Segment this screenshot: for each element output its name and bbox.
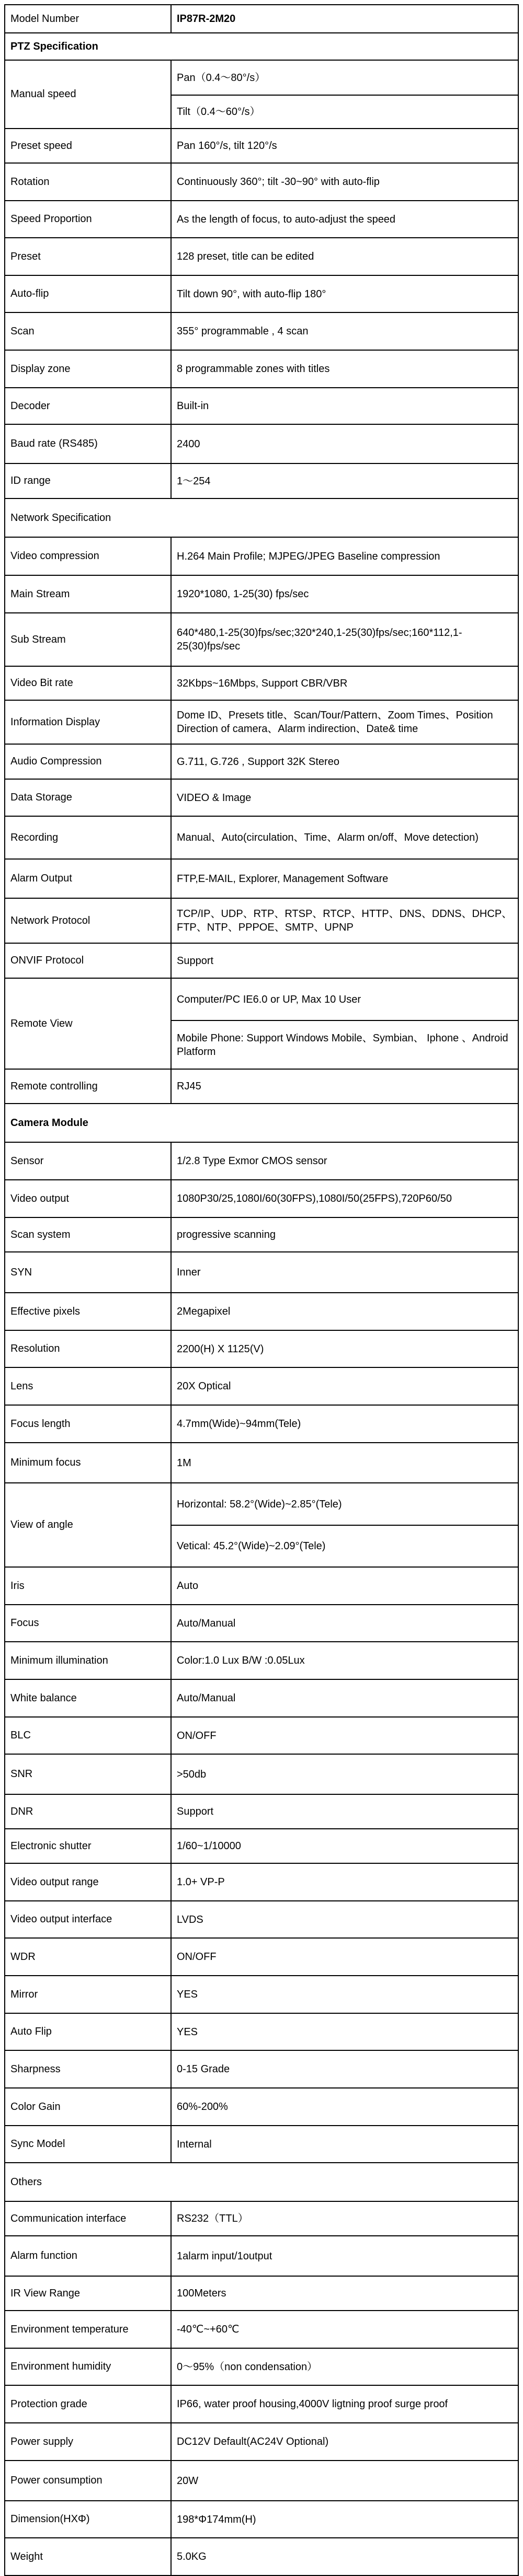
spec-value: DC12V Default(AC24V Optional) (177, 2436, 329, 2447)
spec-label: Display zone (5, 351, 172, 387)
section-title: Others (10, 2176, 42, 2188)
spec-values (172, 2014, 518, 2050)
spec-value: 128 preset, title can be edited (177, 251, 314, 262)
spec-row-dimension-hx (4, 2501, 519, 2538)
section-title: PTZ Specification (10, 40, 98, 52)
spec-label: DNR (5, 1795, 172, 1828)
spec-value: 32Kbps~16Mbps, Support CBR/VBR (177, 677, 348, 689)
spec-value: 100Meters (177, 2288, 226, 2299)
spec-values (172, 351, 518, 387)
spec-label: WDR (5, 1939, 172, 1975)
spec-value: 1/60~1/10000 (177, 1840, 241, 1852)
spec-values (172, 745, 518, 779)
spec-values (172, 1939, 518, 1975)
spec-values (172, 129, 518, 163)
spec-values (172, 201, 518, 237)
spec-row-view-of-angle (4, 1483, 519, 1568)
section-title: Network Specification (10, 512, 111, 524)
spec-value: 1/2.8 Type Exmor CMOS sensor (177, 1155, 327, 1167)
spec-value: 0-15 Grade (177, 2063, 230, 2075)
spec-row-preset-speed (4, 129, 519, 164)
spec-value: progressive scanning (177, 1229, 276, 1240)
spec-values (172, 1070, 518, 1103)
spec-values (172, 313, 518, 350)
spec-values (172, 164, 518, 200)
spec-label: Decoder (5, 388, 172, 424)
spec-value: Continuously 360°; tilt -30~90° with auto-flip (177, 176, 380, 188)
spec-values (172, 817, 518, 858)
spec-value: Computer/PC IE6.0 or UP, Max 10 User (177, 993, 361, 1005)
spec-label: Minimum focus (5, 1443, 172, 1482)
spec-row-dnr (4, 1795, 519, 1829)
spec-values (172, 1718, 518, 1754)
spec-value: 1～254 (177, 475, 211, 487)
spec-row-protection-grade (4, 2386, 519, 2423)
spec-label: Video Bit rate (5, 667, 172, 700)
spec-row-speed-proportion (4, 201, 519, 238)
spec-label: Sub Stream (5, 613, 172, 666)
spec-label: SYN (5, 1252, 172, 1292)
section-header-others (4, 2163, 519, 2202)
spec-value: Pan 160°/s, tilt 120°/s (177, 140, 277, 152)
spec-label: Environment temperature (5, 2311, 172, 2348)
spec-label: SNR (5, 1755, 172, 1794)
spec-label: Minimum illumination (5, 1642, 172, 1679)
spec-value: ON/OFF (177, 1951, 217, 1963)
spec-label: Alarm Output (5, 860, 172, 898)
spec-values (172, 1642, 518, 1679)
spec-values (172, 1331, 518, 1367)
spec-label: Video output range (5, 1864, 172, 1900)
spec-value: Inner (177, 1267, 201, 1278)
spec-row-remote-view (4, 979, 519, 1070)
spec-value: Support (177, 955, 214, 967)
spec-label: Focus length (5, 1406, 172, 1442)
spec-value: Auto (177, 1580, 199, 1592)
spec-value: Internal (177, 2138, 212, 2150)
spec-label: Mirror (5, 1976, 172, 2013)
spec-values (172, 2501, 518, 2537)
section-header-camera-module (4, 1104, 519, 1143)
spec-row-sub-stream (4, 613, 519, 667)
spec-row-iris (4, 1568, 519, 1605)
spec-values (172, 1755, 518, 1794)
spec-value: Pan（0.4～80°/s） (177, 72, 266, 84)
spec-row-alarm-output (4, 860, 519, 899)
spec-values (172, 1795, 518, 1828)
spec-values (172, 899, 518, 943)
spec-table (4, 4, 519, 2576)
spec-values (172, 388, 518, 424)
spec-label: Dimension(HXΦ) (5, 2501, 172, 2537)
spec-value: Horizontal: 58.2°(Wide)~2.85°(Tele) (177, 1498, 342, 1510)
spec-label: Network Protocol (5, 899, 172, 943)
spec-row-video-output-range (4, 1864, 519, 1901)
spec-label: Audio Compression (5, 745, 172, 779)
spec-row-main-stream (4, 576, 519, 613)
spec-value: IP87R-2M20 (177, 13, 236, 25)
section-header-network-specification (4, 499, 519, 538)
spec-values (172, 979, 518, 1069)
spec-row-auto-flip (4, 276, 519, 313)
spec-row-wdr (4, 1939, 519, 1976)
spec-label: BLC (5, 1718, 172, 1754)
spec-label: Speed Proportion (5, 201, 172, 237)
spec-label: Baud rate (RS485) (5, 425, 172, 463)
spec-value: 1M (177, 1457, 191, 1469)
spec-value: Tilt down 90°, with auto-flip 180° (177, 288, 326, 300)
spec-value: 60%-200% (177, 2101, 228, 2113)
spec-values (172, 2236, 518, 2276)
spec-value: Vetical: 45.2°(Wide)~2.09°(Tele) (172, 1525, 518, 1567)
spec-row-id-range (4, 464, 519, 499)
spec-row-environment-humidity (4, 2349, 519, 2386)
spec-values (172, 2423, 518, 2460)
spec-row-white-balance (4, 1680, 519, 1718)
spec-row-scan-system (4, 1218, 519, 1252)
spec-values (172, 576, 518, 612)
spec-values (172, 425, 518, 463)
spec-label: Power supply (5, 2423, 172, 2460)
spec-row-minimum-focus (4, 1443, 519, 1483)
spec-value: IP66, water proof housing,4000V ligtning proof surge proof (177, 2398, 448, 2410)
spec-values (172, 1680, 518, 1716)
spec-value: 4.7mm(Wide)~94mm(Tele) (177, 1418, 301, 1430)
spec-values (172, 1293, 518, 1330)
spec-value: 1.0+ VP-P (177, 1876, 225, 1888)
spec-row-model-number (4, 4, 519, 33)
spec-row-scan (4, 313, 519, 351)
spec-value: 355° programmable , 4 scan (177, 326, 309, 337)
spec-row-video-bit-rate (4, 667, 519, 701)
spec-value: 8 programmable zones with titles (177, 363, 330, 375)
spec-value: >50db (177, 1768, 207, 1780)
spec-row-information-display (4, 701, 519, 745)
spec-value: 2200(H) X 1125(V) (177, 1343, 264, 1355)
spec-value: Mobile Phone: Support Windows Mobile、Symbian、 Iphone 、Android Platform (172, 1020, 518, 1069)
spec-label: Model Number (5, 5, 172, 32)
spec-label: ONVIF Protocol (5, 944, 172, 978)
spec-values (172, 1605, 518, 1641)
spec-values (172, 944, 518, 978)
spec-value: 198*Φ174mm(H) (177, 2513, 256, 2525)
spec-values (172, 2538, 518, 2575)
spec-values (172, 1829, 518, 1863)
spec-value: 1alarm input/1output (177, 2250, 272, 2262)
spec-label: Main Stream (5, 576, 172, 612)
spec-label: Data Storage (5, 780, 172, 816)
spec-values (172, 61, 518, 128)
spec-label: Auto-flip (5, 276, 172, 312)
spec-value: RS232（TTL） (177, 2213, 248, 2224)
spec-row-video-output-interface (4, 1901, 519, 1939)
spec-row-ir-view-range (4, 2277, 519, 2311)
spec-label: IR View Range (5, 2277, 172, 2310)
spec-label: Color Gain (5, 2088, 172, 2125)
section-header-ptz-specification (4, 33, 519, 61)
spec-label: White balance (5, 1680, 172, 1716)
spec-row-video-output (4, 1180, 519, 1218)
spec-row-manual-speed (4, 61, 519, 129)
spec-row-baud-rate-rs485 (4, 425, 519, 464)
spec-values (172, 1864, 518, 1900)
spec-label: Power consumption (5, 2461, 172, 2500)
spec-values (172, 1483, 518, 1567)
spec-values (172, 613, 518, 666)
spec-label: Scan (5, 313, 172, 350)
spec-row-environment-temperature (4, 2311, 519, 2349)
spec-row-preset (4, 238, 519, 276)
spec-value: VIDEO & Image (177, 792, 252, 804)
spec-value: YES (177, 2026, 198, 2038)
spec-value: G.711, G.726 , Support 32K Stereo (177, 756, 339, 768)
spec-values (172, 2386, 518, 2422)
spec-values (172, 5, 518, 32)
spec-row-focus-length (4, 1406, 519, 1443)
spec-row-rotation (4, 164, 519, 201)
spec-row-auto-flip (4, 2014, 519, 2051)
spec-label: Sharpness (5, 2051, 172, 2087)
spec-row-effective-pixels (4, 1293, 519, 1331)
spec-values (172, 2088, 518, 2125)
spec-values (172, 860, 518, 898)
spec-label: Preset (5, 238, 172, 275)
spec-values (172, 1901, 518, 1937)
spec-values (172, 1568, 518, 1604)
spec-value: 20X Optical (177, 1380, 231, 1392)
spec-label: Sensor (5, 1143, 172, 1179)
spec-value: 2400 (177, 438, 200, 450)
spec-row-alarm-function (4, 2236, 519, 2277)
spec-label: Protection grade (5, 2386, 172, 2422)
spec-label: Lens (5, 1368, 172, 1405)
spec-label: Remote View (5, 979, 172, 1069)
spec-row-communication-interface (4, 2202, 519, 2236)
spec-values (172, 1406, 518, 1442)
section-title: Camera Module (10, 1117, 88, 1129)
spec-row-data-storage (4, 780, 519, 817)
spec-value: Color:1.0 Lux B/W :0.05Lux (177, 1655, 305, 1666)
spec-value: 1920*1080, 1-25(30) fps/sec (177, 588, 309, 600)
spec-label: Remote controlling (5, 1070, 172, 1103)
spec-row-display-zone (4, 351, 519, 388)
spec-row-minimum-illumination (4, 1642, 519, 1680)
spec-row-sync-model (4, 2126, 519, 2163)
spec-row-onvif-protocol (4, 944, 519, 979)
spec-row-focus (4, 1605, 519, 1642)
spec-values (172, 1443, 518, 1482)
spec-row-mirror (4, 1976, 519, 2014)
spec-row-sharpness (4, 2051, 519, 2088)
spec-label: Preset speed (5, 129, 172, 163)
spec-label: Video output interface (5, 1901, 172, 1937)
spec-row-audio-compression (4, 745, 519, 780)
spec-values (172, 1368, 518, 1405)
spec-value: ON/OFF (177, 1730, 217, 1742)
spec-value: 5.0KG (177, 2551, 207, 2562)
spec-values (172, 667, 518, 700)
spec-row-electronic-shutter (4, 1829, 519, 1864)
spec-row-weight (4, 2538, 519, 2576)
spec-value: 2Megapixel (177, 1306, 231, 1317)
spec-label: Video output (5, 1180, 172, 1217)
spec-label: Resolution (5, 1331, 172, 1367)
spec-label: View of angle (5, 1483, 172, 1567)
spec-values (172, 2349, 518, 2385)
spec-label: Auto Flip (5, 2014, 172, 2050)
spec-label: Focus (5, 1605, 172, 1641)
spec-label: Sync Model (5, 2126, 172, 2162)
spec-label: Weight (5, 2538, 172, 2575)
spec-row-decoder (4, 388, 519, 425)
spec-label: Electronic shutter (5, 1829, 172, 1863)
spec-row-snr (4, 1755, 519, 1795)
spec-row-syn (4, 1252, 519, 1293)
spec-label: Effective pixels (5, 1293, 172, 1330)
spec-row-recording (4, 817, 519, 860)
spec-value: LVDS (177, 1913, 203, 1925)
spec-label: Information Display (5, 701, 172, 744)
spec-label: Iris (5, 1568, 172, 1604)
spec-row-remote-controlling (4, 1070, 519, 1104)
spec-value: Support (177, 1806, 214, 1817)
spec-value: Auto/Manual (177, 1692, 236, 1704)
spec-values (172, 2126, 518, 2162)
spec-label: ID range (5, 464, 172, 498)
spec-value: Built-in (177, 400, 209, 412)
spec-label: Communication interface (5, 2202, 172, 2235)
spec-label: Alarm function (5, 2236, 172, 2276)
spec-values (172, 1143, 518, 1179)
spec-values (172, 276, 518, 312)
spec-values (172, 2202, 518, 2235)
spec-label: Scan system (5, 1218, 172, 1251)
spec-value: YES (177, 1989, 198, 2000)
spec-value: TCP/IP、UDP、RTP、RTSP、RTCP、HTTP、DNS、DDNS、DHCP、FTP、NTP、PPPOE、SMTP、UPNP (177, 908, 513, 933)
spec-value: Auto/Manual (177, 1617, 236, 1629)
spec-row-blc (4, 1718, 519, 1755)
spec-value: 1080P30/25,1080I/60(30FPS),1080I/50(25FPS),720P60/50 (177, 1193, 452, 1204)
spec-value: 640*480,1-25(30)fps/sec;320*240,1-25(30)fps/sec;160*112,1-25(30)fps/sec (177, 627, 462, 652)
spec-value: Manual、Auto(circulation、Time、Alarm on/off、Move detection) (177, 832, 479, 843)
spec-label: Video compression (5, 538, 172, 575)
spec-value: 0～95%（non condensation） (177, 2361, 318, 2373)
spec-label: Environment humidity (5, 2349, 172, 2385)
spec-values (172, 1180, 518, 1217)
spec-values (172, 2461, 518, 2500)
spec-value: H.264 Main Profile; MJPEG/JPEG Baseline compression (177, 550, 440, 562)
spec-values (172, 2311, 518, 2348)
spec-values (172, 1976, 518, 2013)
spec-values (172, 780, 518, 816)
spec-value: 20W (177, 2475, 199, 2487)
spec-label: Recording (5, 817, 172, 858)
spec-label: Rotation (5, 164, 172, 200)
spec-values (172, 1252, 518, 1292)
spec-values (172, 2277, 518, 2310)
spec-values (172, 701, 518, 744)
spec-values (172, 2051, 518, 2087)
spec-row-color-gain (4, 2088, 519, 2126)
spec-values (172, 538, 518, 575)
spec-row-resolution (4, 1331, 519, 1368)
spec-row-sensor (4, 1143, 519, 1180)
spec-row-lens (4, 1368, 519, 1406)
spec-row-power-supply (4, 2423, 519, 2461)
spec-value: RJ45 (177, 1081, 201, 1092)
spec-row-video-compression (4, 538, 519, 576)
spec-value: As the length of focus, to auto-adjust the speed (177, 213, 396, 225)
spec-value: FTP,E-MAIL, Explorer, Management Software (177, 873, 389, 885)
spec-row-network-protocol (4, 899, 519, 944)
spec-value: -40℃~+60℃ (177, 2324, 240, 2335)
spec-value: Dome ID、Presets title、Scan/Tour/Pattern、Zoom Times、Position Direction of camera、Alarm indirection、Date& time (177, 710, 493, 735)
spec-value: Tilt（0.4～60°/s） (172, 95, 518, 128)
spec-label: Manual speed (5, 61, 172, 128)
spec-values (172, 464, 518, 498)
spec-row-power-consumption (4, 2461, 519, 2501)
spec-values (172, 1218, 518, 1251)
spec-values (172, 238, 518, 275)
